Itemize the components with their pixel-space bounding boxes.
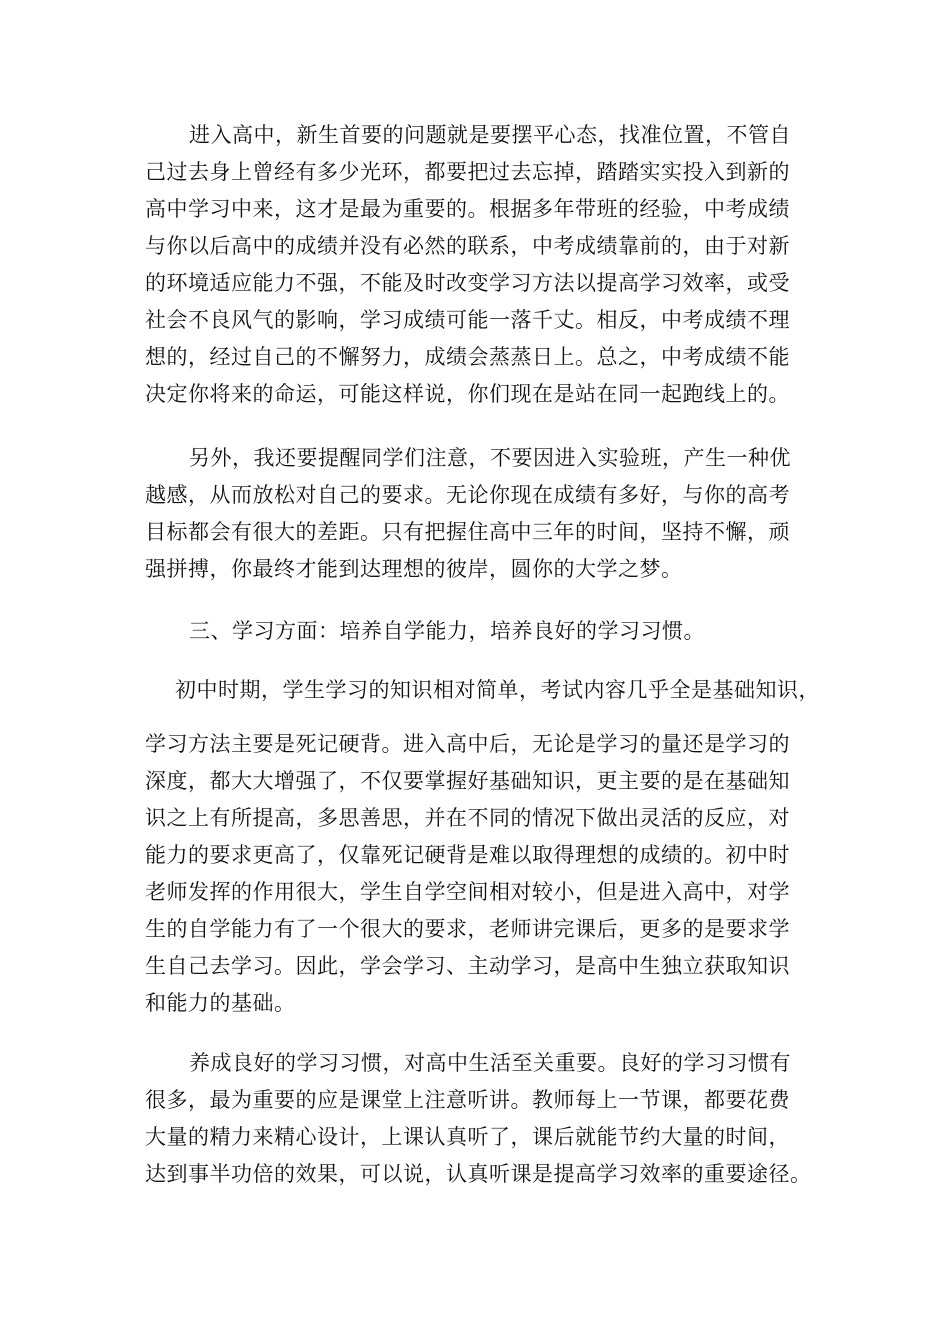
text-line: 进入高中，新生首要的问题就是要摆平心态，找准位置，不管自 — [189, 123, 791, 147]
text-line: 生自己去学习。因此，学会学习、主动学习，是高中生独立获取知识 — [145, 954, 790, 978]
text-line: 初中时期，学生学习的知识相对简单，考试内容几乎全是基础知识， — [175, 678, 820, 702]
paragraph-self-study — [145, 726, 810, 1022]
paragraph-study-habits — [145, 1045, 810, 1193]
text-line: 与你以后高中的成绩并没有必然的联系，中考成绩靠前的，由于对新 — [145, 234, 790, 258]
paragraph-experimental-class — [145, 440, 810, 588]
text-line: 越感，从而放松对自己的要求。无论你现在成绩有多好，与你的高考 — [145, 483, 790, 507]
text-line: 老师发挥的作用很大，学生自学空间相对较小，但是进入高中，对学 — [145, 880, 790, 904]
text-line: 高中学习中来，这才是最为重要的。根据多年带班的经验，中考成绩 — [145, 197, 790, 221]
text-line: 很多，最为重要的应是课堂上注意听讲。教师每上一节课，都要花费 — [145, 1088, 790, 1112]
text-line: 学习方法主要是死记硬背。进入高中后，无论是学习的量还是学习的 — [145, 732, 790, 756]
text-line: 强拼搏，你最终才能到达理想的彼岸，圆你的大学之梦。 — [145, 557, 683, 581]
text-line: 达到事半功倍的效果，可以说，认真听课是提高学习效率的重要途径。 — [145, 1162, 812, 1186]
text-line: 能力的要求更高了，仅靠死记硬背是难以取得理想的成绩的。初中时 — [145, 843, 790, 867]
text-line: 生的自学能力有了一个很大的要求，老师讲完课后，更多的是要求学 — [145, 917, 790, 941]
text-line: 的环境适应能力不强，不能及时改变学习方法以提高学习效率，或受 — [145, 271, 790, 295]
text-line: 社会不良风气的影响，学习成绩可能一落千丈。相反，中考成绩不理 — [145, 308, 790, 332]
text-line: 大量的精力来精心设计，上课认真听了，课后就能节约大量的时间， — [145, 1125, 790, 1149]
text-line: 养成良好的学习习惯，对高中生活至关重要。良好的学习习惯有 — [189, 1051, 791, 1075]
text-line: 另外，我还要提醒同学们注意，不要因进入实验班，产生一种优 — [189, 446, 791, 470]
text-line: 目标都会有很大的差距。只有把握住高中三年的时间，坚持不懈，顽 — [145, 520, 790, 544]
paragraph-high-school-mindset — [145, 117, 810, 413]
section-heading-text: 三、学习方面：培养自学能力，培养良好的学习习惯。 — [189, 619, 705, 643]
text-line: 和能力的基础。 — [145, 991, 296, 1015]
text-line: 想的，经过自己的不懈努力，成绩会蒸蒸日上。总之，中考成绩不能 — [145, 345, 790, 369]
section-heading-study — [145, 613, 810, 650]
paragraph-junior-high-intro — [145, 672, 820, 709]
text-line: 深度，都大大增强了，不仅要掌握好基础知识，更主要的是在基础知 — [145, 769, 790, 793]
text-line: 识之上有所提高，多思善思，并在不同的情况下做出灵活的反应，对 — [145, 806, 790, 830]
text-line: 决定你将来的命运，可能这样说，你们现在是站在同一起跑线上的。 — [145, 382, 790, 406]
text-line: 己过去身上曾经有多少光环，都要把过去忘掉，踏踏实实投入到新的 — [145, 160, 790, 184]
